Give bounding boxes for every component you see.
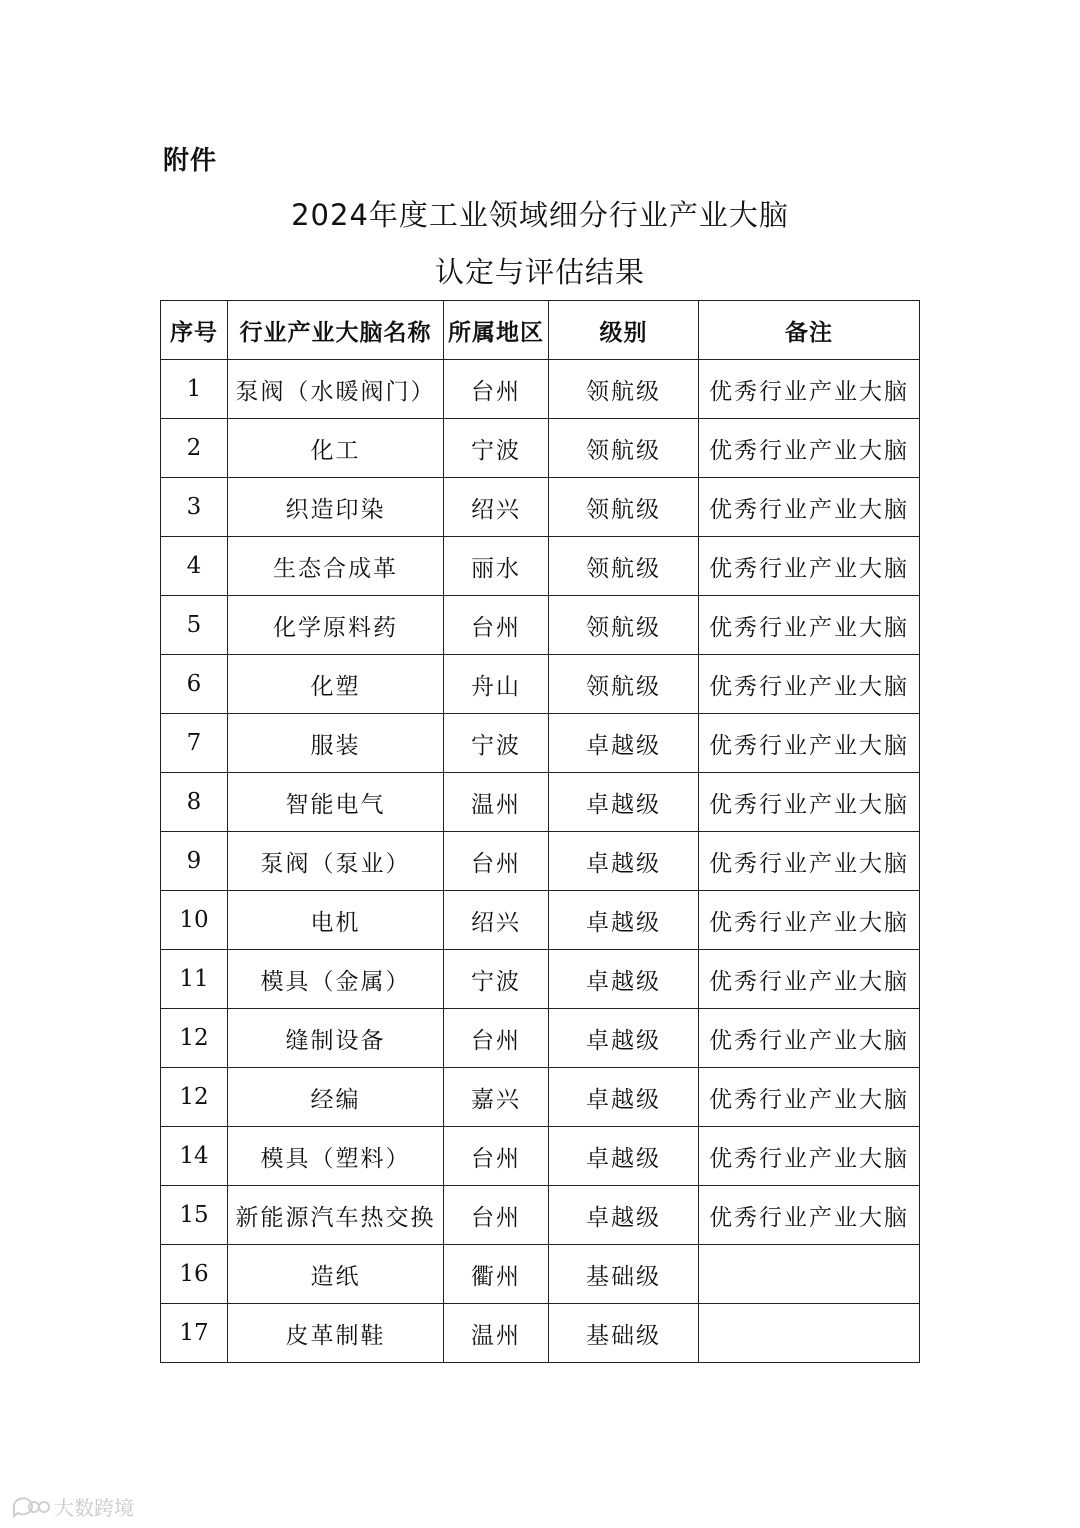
cell-level: 卓越级 — [549, 891, 699, 950]
cell-index: 6 — [161, 655, 228, 714]
cell-index: 7 — [161, 714, 228, 773]
cell-level: 领航级 — [549, 419, 699, 478]
cell-level: 卓越级 — [549, 832, 699, 891]
cell-level: 卓越级 — [549, 1186, 699, 1245]
cell-index: 3 — [161, 478, 228, 537]
cell-brain-name: 造纸 — [228, 1245, 444, 1304]
cell-remarks: 优秀行业产业大脑 — [699, 360, 920, 419]
cell-level: 基础级 — [549, 1245, 699, 1304]
table-body — [161, 360, 920, 1363]
cell-index: 17 — [161, 1304, 228, 1363]
cell-level: 卓越级 — [549, 714, 699, 773]
cell-brain-name: 化塑 — [228, 655, 444, 714]
cell-brain-name: 缝制设备 — [228, 1009, 444, 1068]
cell-remarks: 优秀行业产业大脑 — [699, 478, 920, 537]
table-row — [161, 1068, 920, 1127]
cell-brain-name: 电机 — [228, 891, 444, 950]
cell-index: 10 — [161, 891, 228, 950]
cell-region: 台州 — [444, 832, 549, 891]
cell-index: 1 — [161, 360, 228, 419]
watermark-text: 大数跨境 — [54, 1496, 134, 1520]
cell-region: 绍兴 — [444, 478, 549, 537]
cell-index: 11 — [161, 950, 228, 1009]
header-index: 序号 — [161, 301, 228, 360]
cell-index: 12 — [161, 1068, 228, 1127]
header-brain-name: 行业产业大脑名称 — [228, 301, 444, 360]
table-row — [161, 1304, 920, 1363]
cell-remarks: 优秀行业产业大脑 — [699, 419, 920, 478]
cell-remarks: 优秀行业产业大脑 — [699, 832, 920, 891]
cell-brain-name: 智能电气 — [228, 773, 444, 832]
cell-brain-name: 经编 — [228, 1068, 444, 1127]
cell-region: 台州 — [444, 1009, 549, 1068]
cell-remarks: 优秀行业产业大脑 — [699, 1186, 920, 1245]
cell-remarks: 优秀行业产业大脑 — [699, 1009, 920, 1068]
cell-brain-name: 泵阀（水暖阀门） — [228, 360, 444, 419]
watermark — [10, 1492, 134, 1521]
cell-level: 领航级 — [549, 537, 699, 596]
cell-region: 台州 — [444, 596, 549, 655]
table-row — [161, 360, 920, 419]
cell-brain-name: 织造印染 — [228, 478, 444, 537]
cell-index: 8 — [161, 773, 228, 832]
cell-region: 宁波 — [444, 714, 549, 773]
table-row — [161, 832, 920, 891]
cell-remarks: 优秀行业产业大脑 — [699, 655, 920, 714]
header-level: 级别 — [549, 301, 699, 360]
table-row — [161, 419, 920, 478]
cell-level: 卓越级 — [549, 1127, 699, 1186]
cell-region: 丽水 — [444, 537, 549, 596]
document-title-line-1: 2024年度工业领域细分行业产业大脑 — [291, 198, 789, 232]
cell-remarks: 优秀行业产业大脑 — [699, 950, 920, 1009]
cell-remarks: 优秀行业产业大脑 — [699, 596, 920, 655]
cell-index: 9 — [161, 832, 228, 891]
table-row — [161, 891, 920, 950]
cell-brain-name: 皮革制鞋 — [228, 1304, 444, 1363]
cell-brain-name: 化学原料药 — [228, 596, 444, 655]
cell-region: 台州 — [444, 1127, 549, 1186]
chat-bubble-logo-icon — [10, 1495, 50, 1519]
cell-level: 基础级 — [549, 1304, 699, 1363]
cell-region: 温州 — [444, 773, 549, 832]
document-title-line-2: 认定与评估结果 — [434, 255, 645, 289]
cell-region: 嘉兴 — [444, 1068, 549, 1127]
cell-level: 领航级 — [549, 478, 699, 537]
cell-level: 卓越级 — [549, 1009, 699, 1068]
cell-brain-name: 泵阀（泵业） — [228, 832, 444, 891]
cell-brain-name: 化工 — [228, 419, 444, 478]
cell-index: 14 — [161, 1127, 228, 1186]
cell-region: 温州 — [444, 1304, 549, 1363]
table-row — [161, 773, 920, 832]
cell-region: 衢州 — [444, 1245, 549, 1304]
cell-remarks — [699, 1304, 920, 1363]
cell-index: 12 — [161, 1009, 228, 1068]
table-row — [161, 596, 920, 655]
cell-remarks: 优秀行业产业大脑 — [699, 891, 920, 950]
table-header-row — [161, 301, 920, 360]
table-row — [161, 714, 920, 773]
results-table — [160, 300, 920, 1363]
table-row — [161, 655, 920, 714]
cell-remarks: 优秀行业产业大脑 — [699, 537, 920, 596]
cell-brain-name: 模具（金属） — [228, 950, 444, 1009]
cell-remarks: 优秀行业产业大脑 — [699, 773, 920, 832]
table-row — [161, 1186, 920, 1245]
cell-level: 卓越级 — [549, 950, 699, 1009]
cell-index: 16 — [161, 1245, 228, 1304]
table-row — [161, 1245, 920, 1304]
table-row — [161, 950, 920, 1009]
cell-index: 4 — [161, 537, 228, 596]
cell-index: 15 — [161, 1186, 228, 1245]
cell-remarks: 优秀行业产业大脑 — [699, 1127, 920, 1186]
cell-index: 5 — [161, 596, 228, 655]
cell-region: 绍兴 — [444, 891, 549, 950]
header-region: 所属地区 — [444, 301, 549, 360]
cell-level: 卓越级 — [549, 773, 699, 832]
cell-brain-name: 新能源汽车热交换 — [228, 1186, 444, 1245]
cell-level: 领航级 — [549, 596, 699, 655]
attachment-label: 附件 — [163, 146, 218, 176]
cell-region: 台州 — [444, 1186, 549, 1245]
cell-level: 卓越级 — [549, 1068, 699, 1127]
cell-remarks: 优秀行业产业大脑 — [699, 714, 920, 773]
cell-brain-name: 生态合成革 — [228, 537, 444, 596]
cell-brain-name: 服装 — [228, 714, 444, 773]
cell-level: 领航级 — [549, 360, 699, 419]
cell-region: 宁波 — [444, 950, 549, 1009]
table-row — [161, 1009, 920, 1068]
cell-index: 2 — [161, 419, 228, 478]
cell-level: 领航级 — [549, 655, 699, 714]
cell-region: 舟山 — [444, 655, 549, 714]
cell-brain-name: 模具（塑料） — [228, 1127, 444, 1186]
cell-remarks: 优秀行业产业大脑 — [699, 1068, 920, 1127]
table-row — [161, 1127, 920, 1186]
header-remarks: 备注 — [699, 301, 920, 360]
cell-remarks — [699, 1245, 920, 1304]
cell-region: 宁波 — [444, 419, 549, 478]
table-row — [161, 537, 920, 596]
table-row — [161, 478, 920, 537]
cell-region: 台州 — [444, 360, 549, 419]
